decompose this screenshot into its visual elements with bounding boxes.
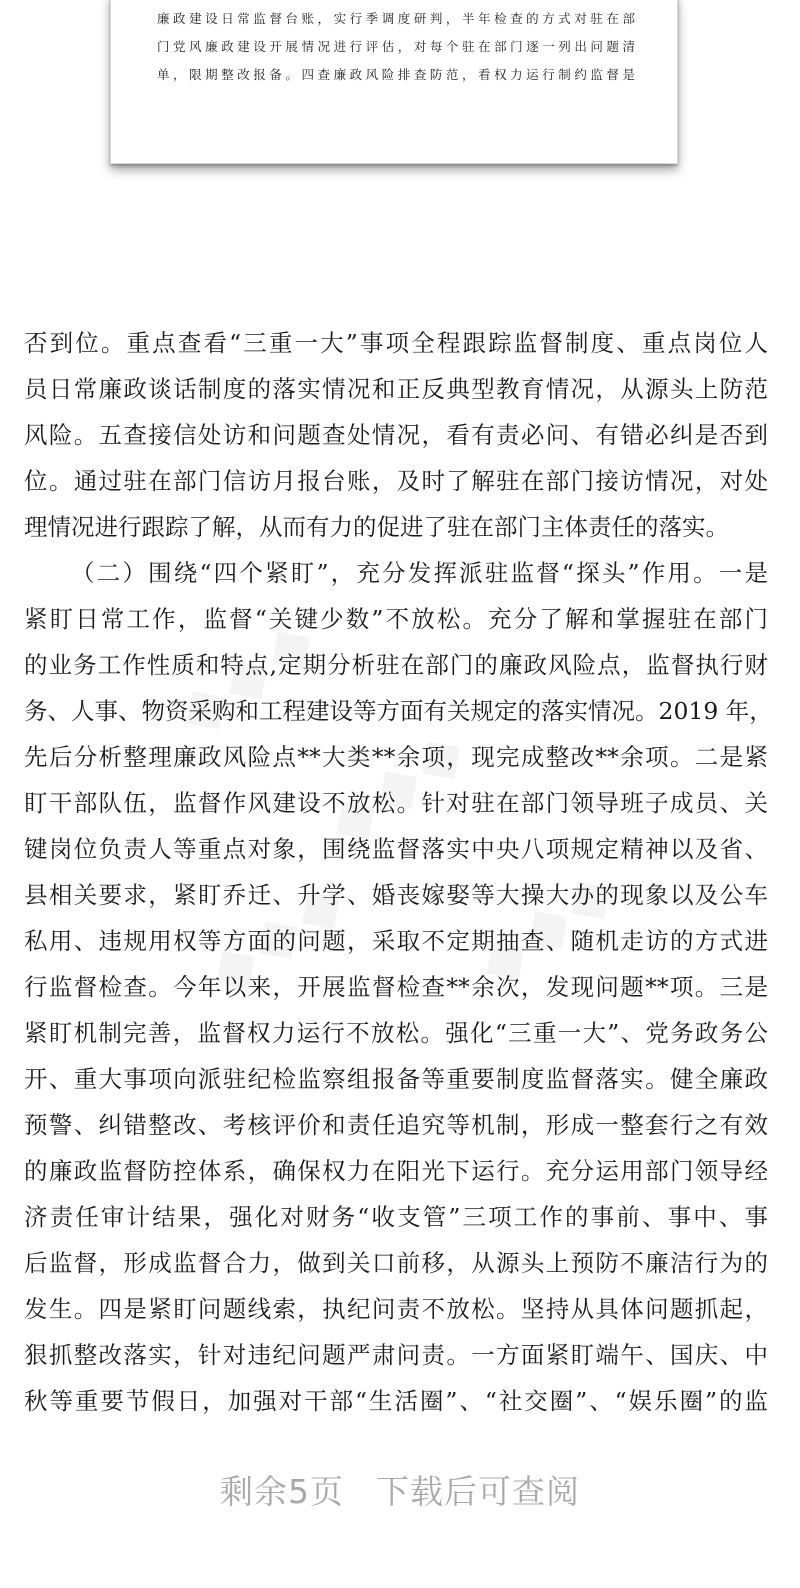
section-heading-line: （二）围绕“四个紧盯”，充分发挥派驻监督“探头”作用。一是 <box>71 559 768 587</box>
document-body <box>24 320 773 1424</box>
body-line: 紧盯日常工作，监督“关键少数”不放松。充分了解和掌握驻在部门 <box>24 605 768 633</box>
body-line: 键岗位负责人等重点对象，围绕监督落实中央八项规定精神以及省、 <box>24 835 768 863</box>
body-line: 否到位。重点查看“三重一大”事项全程跟踪监督制度、重点岗位人 <box>24 329 768 357</box>
body-line: 紧盯机制完善，监督权力运行不放松。强化“三重一大”、党务政务公 <box>24 1019 768 1047</box>
body-line: 后监督，形成监督合力，做到关口前移，从源头上预防不廉洁行为的 <box>24 1249 768 1277</box>
body-line: 私用、违规用权等方面的问题，采取不定期抽查、随机走访的方式进 <box>24 927 768 955</box>
preview-line: 廉政建设日常监督台账，实行季调度研判，半年检查的方式对驻在部 <box>157 11 635 26</box>
body-line: 位。通过驻在部门信访月报台账，及时了解驻在部门接访情况，对处 <box>24 467 768 495</box>
download-hint-label: 下载后可查阅 <box>376 1472 580 1511</box>
body-line: 理情况进行跟踪了解，从而有力的促进了驻在部门主体责任的落实。 <box>24 513 729 541</box>
body-line: 盯干部队伍，监督作风建设不放松。针对驻在部门领导班子成员、关 <box>24 789 768 817</box>
body-line: 县相关要求，紧盯乔迁、升学、婚丧嫁娶等大操大办的现象以及公车 <box>24 881 768 909</box>
remaining-pages-label: 剩余5页 <box>220 1472 344 1511</box>
body-line: 行监督检查。今年以来，开展监督检查**余次，发现问题**项。三是 <box>24 973 768 1001</box>
preview-text <box>157 5 635 89</box>
preview-line: 单，限期整改报备。四查廉政风险排查防范，看权力运行制约监督是 <box>157 67 635 82</box>
body-line: 秋等重要节假日，加强对干部“生活圈”、“社交圈”、“娱乐圈”的监 <box>24 1387 768 1415</box>
preview-line: 门党风廉政建设开展情况进行评估，对每个驻在部门逐一列出问题清 <box>157 39 635 54</box>
body-line: 的廉政监督防控体系，确保权力在阳光下运行。充分运用部门领导经 <box>24 1157 768 1185</box>
body-line: 的业务工作性质和特点,定期分析驻在部门的廉政风险点，监督执行财 <box>24 651 768 679</box>
download-hint[interactable] <box>0 1466 800 1513</box>
body-line: 济责任审计结果，强化对财务“收支管”三项工作的事前、事中、事 <box>24 1203 768 1231</box>
body-line: 先后分析整理廉政风险点**大类**余项，现完成整改**余项。二是紧 <box>24 743 768 771</box>
body-line: 务、人事、物资采购和工程建设等方面有关规定的落实情况。2019 年， <box>24 697 773 725</box>
body-line: 开、重大事项向派驻纪检监察组报备等重要制度监督落实。健全廉政 <box>24 1065 768 1093</box>
body-line: 预警、纠错整改、考核评价和责任追究等机制，形成一整套行之有效 <box>24 1111 768 1139</box>
body-line: 发生。四是紧盯问题线索，执纪问责不放松。坚持从具体问题抓起， <box>24 1295 768 1323</box>
body-line: 风险。五查接信处访和问题查处情况，看有责必问、有错必纠是否到 <box>24 421 768 449</box>
body-line: 员日常廉政谈话制度的落实情况和正反典型教育情况，从源头上防范 <box>24 375 768 403</box>
body-line: 狠抓整改落实，针对违纪问题严肃问责。一方面紧盯端午、国庆、中 <box>24 1341 768 1369</box>
page-preview-card <box>110 0 678 164</box>
